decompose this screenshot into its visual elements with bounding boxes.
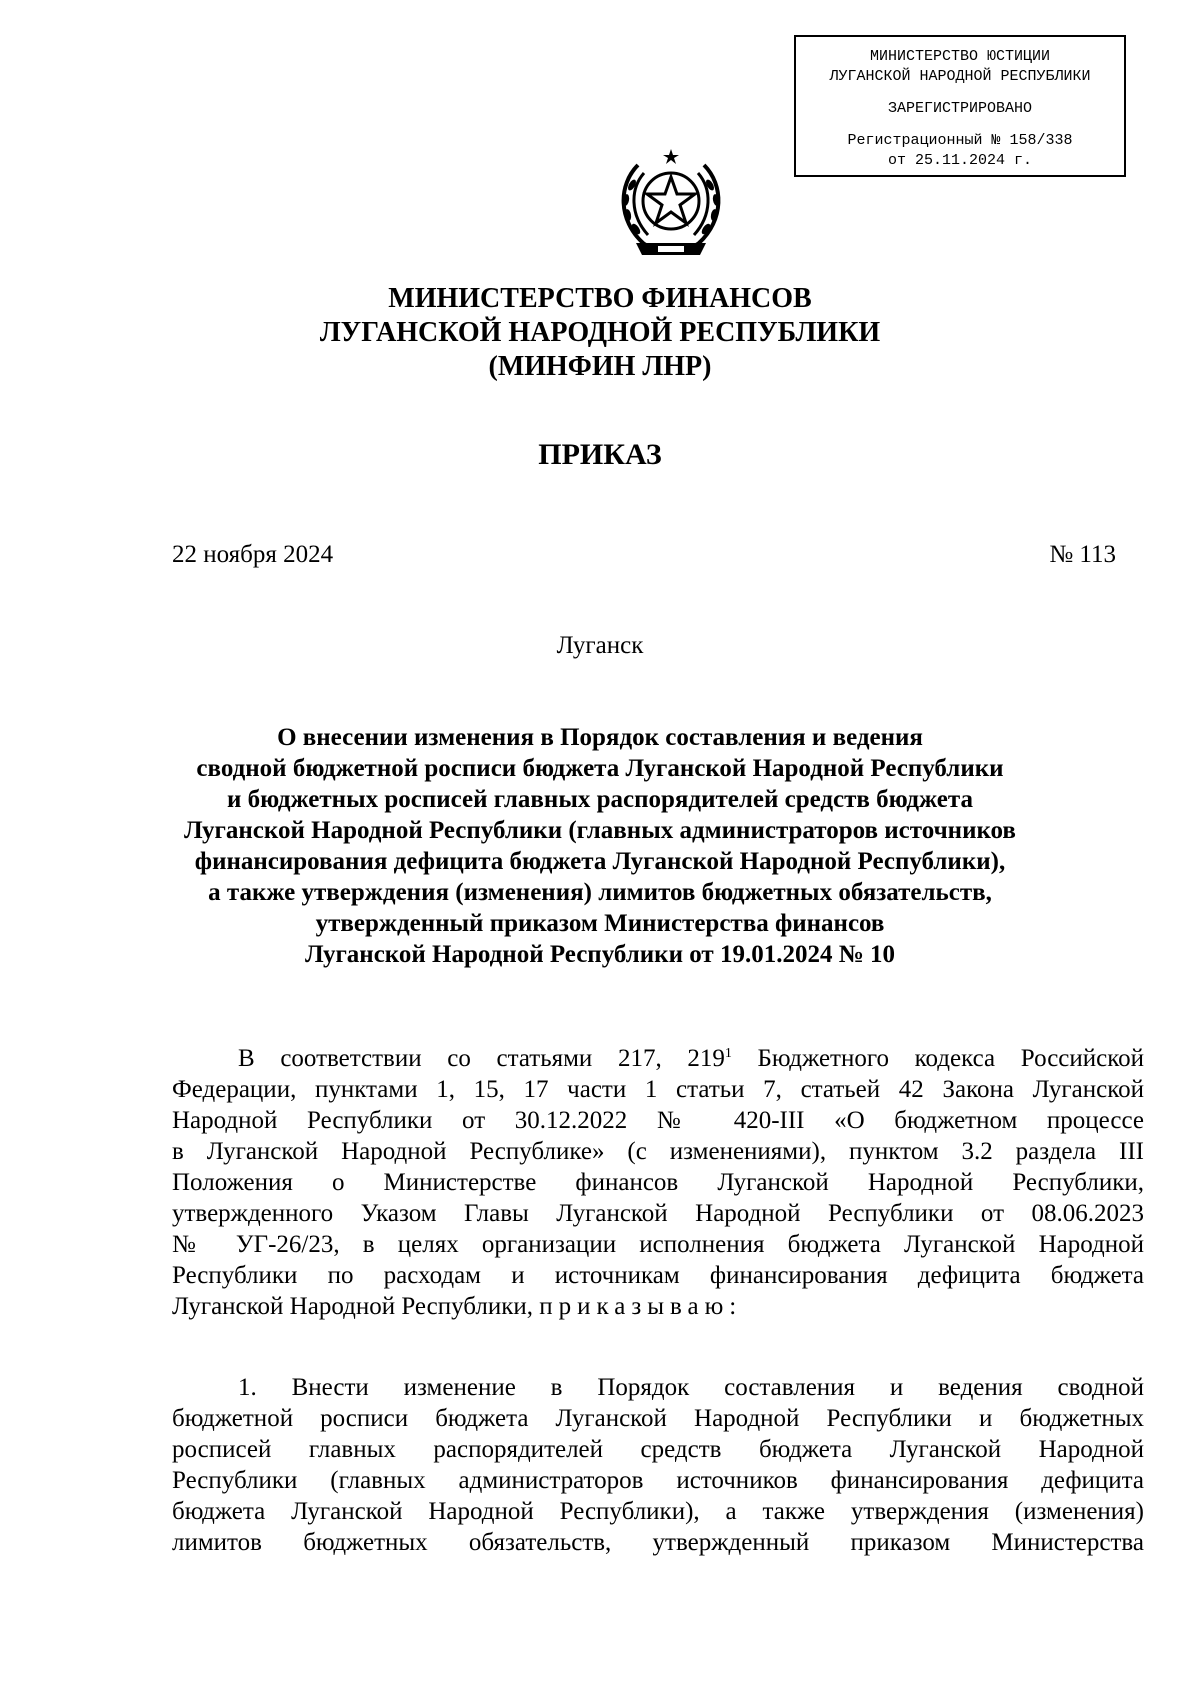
paragraph-text: Бюджетного кодекса Российской bbox=[731, 1045, 1144, 1072]
paragraph-line: в Луганской Народной Республике» (с изменениями), пунктом 3.2 раздела III bbox=[172, 1138, 1144, 1165]
title-line: сводной бюджетной росписи бюджета Луганской Народной Республики bbox=[196, 755, 1004, 782]
paragraph-line: № УГ-26/23, в целях организации исполнения бюджета Луганской Народной bbox=[172, 1231, 1144, 1258]
paragraph-line: Народной Республики от 30.12.2022 № 420-III «О бюджетном процессе bbox=[172, 1107, 1144, 1134]
ministry-abbreviation: (МИНФИН ЛНР) bbox=[488, 351, 712, 382]
stamp-line-ministry: МИНИСТЕРСТВО ЮСТИЦИИ bbox=[869, 48, 1051, 65]
title-line: а также утверждения (изменения) лимитов бюджетных обязательств, bbox=[208, 879, 992, 906]
ministry-name: МИНИСТЕРСТВО ФИНАНСОВ bbox=[388, 283, 812, 314]
title-line: О внесении изменения в Порядок составления и ведения bbox=[277, 724, 923, 751]
stamp-line-reg-date: от 25.11.2024 г. bbox=[887, 152, 1033, 169]
title-line: утвержденный приказом Министерства финансов bbox=[315, 910, 885, 937]
paragraph-line: бюджета Луганской Народной Республики), а также утверждения (изменения) bbox=[172, 1498, 1144, 1525]
coat-of-arms-emblem bbox=[608, 145, 734, 263]
paragraph-line bbox=[172, 1291, 1144, 1322]
paragraph-line: росписей главных распорядителей средств бюджета Луганской Народной bbox=[172, 1436, 1144, 1463]
paragraph-line: Республики по расходам и источникам финансирования дефицита бюджета bbox=[172, 1262, 1144, 1289]
order-title bbox=[0, 722, 1200, 970]
registration-stamp bbox=[794, 35, 1126, 177]
paragraph-line: бюджетной росписи бюджета Луганской Народной Республики и бюджетных bbox=[172, 1405, 1144, 1432]
paragraph-line: Федерации, пунктами 1, 15, 17 части 1 статьи 7, статьей 42 Закона Луганской bbox=[172, 1076, 1144, 1103]
item-1-paragraph bbox=[172, 1372, 1144, 1558]
order-date: 22 ноября 2024 bbox=[172, 541, 334, 568]
document-type-title: ПРИКАЗ bbox=[538, 438, 662, 471]
order-city: Луганск bbox=[556, 632, 644, 659]
title-line: Луганской Народной Республики (главных администраторов источников bbox=[184, 817, 1016, 844]
superscript: 1 bbox=[724, 1046, 732, 1061]
paragraph-line bbox=[172, 1043, 1144, 1074]
paragraph-line: лимитов бюджетных обязательств, утвержденный приказом Министерства bbox=[172, 1529, 1144, 1556]
title-line: финансирования дефицита бюджета Луганской Народной Республики), bbox=[194, 848, 1006, 875]
stamp-line-reg-number: Регистрационный № 158/338 bbox=[847, 132, 1073, 149]
preamble-paragraph bbox=[172, 1043, 1144, 1322]
paragraph-line: Республики (главных администраторов источников финансирования дефицита bbox=[172, 1467, 1144, 1494]
paragraph-line: 1. Внести изменение в Порядок составления и ведения сводной bbox=[238, 1374, 1144, 1401]
stamp-line-republic: ЛУГАНСКОЙ НАРОДНОЙ РЕСПУБЛИКИ bbox=[829, 68, 1091, 85]
title-line: Луганской Народной Республики от 19.01.2024 № 10 bbox=[304, 941, 896, 968]
paragraph-text: Луганской Народной Республики, bbox=[172, 1293, 540, 1320]
title-line: и бюджетных росписей главных распорядителей средств бюджета bbox=[227, 786, 973, 813]
stamp-line-registered: ЗАРЕГИСТРИРОВАНО bbox=[887, 100, 1033, 117]
order-number: № 113 bbox=[1049, 541, 1116, 568]
paragraph-text: В соответствии со статьями 217, 219 bbox=[238, 1045, 725, 1072]
order-directive: приказываю: bbox=[539, 1293, 743, 1320]
ministry-republic: ЛУГАНСКОЙ НАРОДНОЙ РЕСПУБЛИКИ bbox=[319, 317, 881, 348]
paragraph-line: утвержденного Указом Главы Луганской Народной Республики от 08.06.2023 bbox=[172, 1200, 1144, 1227]
paragraph-line: Положения о Министерстве финансов Луганской Народной Республики, bbox=[172, 1169, 1144, 1196]
ministry-header bbox=[0, 282, 1200, 384]
